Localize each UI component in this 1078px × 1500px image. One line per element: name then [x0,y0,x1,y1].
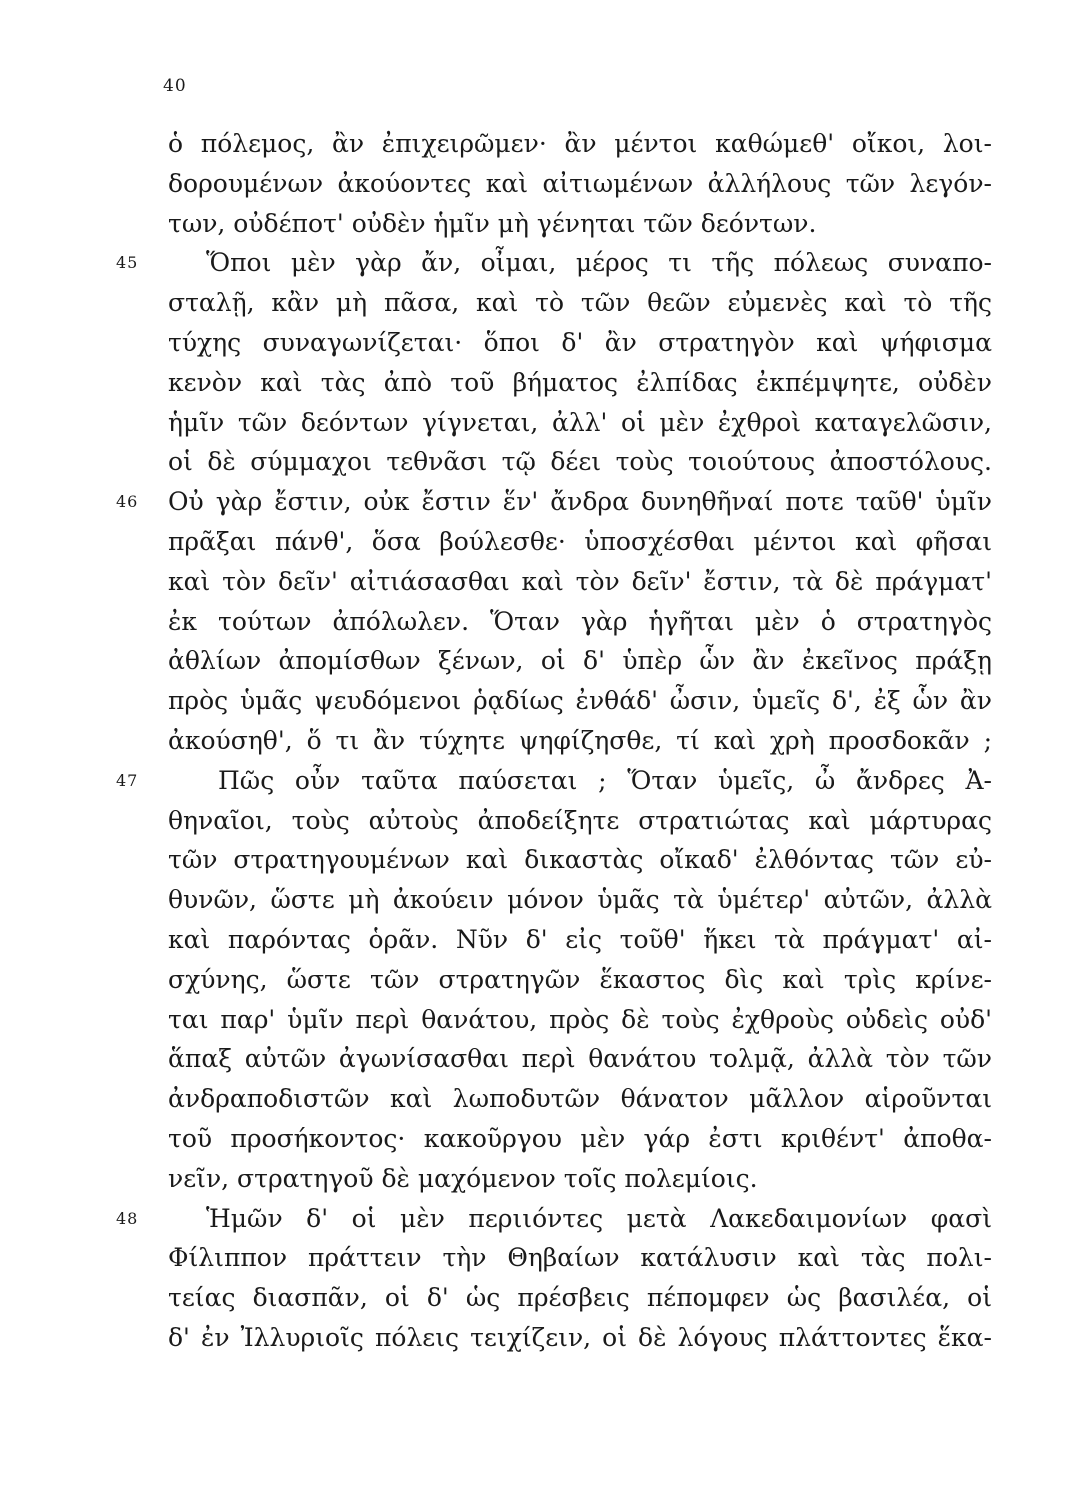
line-text: πρᾶξαι πάνθ', ὅσα βούλεσθε· ὑποσχέσθαι μέντοι καὶ φῆσαι [168,526,992,556]
section-number: 46 [116,492,139,512]
text-line [0,1318,1078,1358]
line-text: ὁ πόλεμος, ἂν ἐπιχειρῶμεν· ἂν μέντοι καθώμεθ' οἴκοι, λοι- [168,129,992,158]
text-line [0,880,1078,920]
text-line [0,761,1078,801]
line-text: των, οὐδέποτ' οὐδὲν ἡμῖν μὴ γένηται τῶν δεόντων. [168,208,817,238]
text-line [0,1159,1078,1199]
text-line [0,164,1078,204]
line-text: θηναῖοι, τοὺς αὐτοὺς ἀποδείξητε στρατιώτας καὶ μάρτυρας [168,805,992,835]
text-line [0,283,1078,323]
line-text: δορουμένων ἀκούοντες καὶ αἰτιωμένων ἀλλήλους τῶν λεγόν- [168,168,992,198]
text-line [0,323,1078,363]
line-text: τῶν στρατηγουμένων καὶ δικαστὰς οἴκαδ' ἐλθόντας τῶν εὐ- [168,845,992,875]
line-text: ἅπαξ αὐτῶν ἀγωνίσασθαι περὶ θανάτου τολμᾷ, ἀλλὰ τὸν τῶν [168,1044,992,1074]
text-line [0,681,1078,721]
line-text: Φίλιππον πράττειν τὴν Θηβαίων κατάλυσιν καὶ τὰς πολι- [168,1243,992,1273]
text-line [0,960,1078,1000]
line-text: κενὸν καὶ τὰς ἀπὸ τοῦ βήματος ἐλπίδας ἐκπέμψητε, οὐδὲν [168,367,992,397]
page-number: 40 [163,76,187,96]
text-line [0,1000,1078,1040]
text-line [0,1119,1078,1159]
line-text: θυνῶν, ὥστε μὴ ἀκούειν μόνον ὑμᾶς τὰ ὑμέτερ' αὐτῶν, ἀλλὰ [168,885,992,915]
section-number: 47 [116,770,139,790]
line-text: τοῦ προσήκοντος· κακοῦργου μὲν γάρ ἐστι κριθέντ' ἀποθα- [168,1123,992,1153]
line-text: Οὐ γὰρ ἔστιν, οὐκ ἔστιν ἕν' ἄνδρα δυνηθῆναί ποτε ταῦθ' ὑμῖν [168,487,992,517]
line-text: ἀκούσηθ', ὅ τι ἂν τύχητε ψηφίζησθε, τί καὶ χρὴ προσδοκᾶν ; [168,725,992,755]
section-number: 48 [116,1208,139,1228]
line-text: ἐκ τούτων ἀπόλωλεν. Ὅταν γὰρ ἡγῆται μὲν ὁ στρατηγὸς [168,606,992,636]
text-line [0,1238,1078,1278]
line-text: τύχης συναγωνίζεται· ὅποι δ' ἂν στρατηγὸν καὶ ψήφισμα [168,327,992,357]
line-text: Ὅποι μὲν γὰρ ἄν, οἶμαι, μέρος τι τῆς πόλεως συναπο- [206,248,992,278]
text-line [0,243,1078,283]
line-text: σχύνης, ὥστε τῶν στρατηγῶν ἕκαστος δὶς καὶ τρὶς κρίνε- [168,964,992,994]
line-text: ἡμῖν τῶν δεόντων γίγνεται, ἀλλ' οἱ μὲν ἐχθροὶ καταγελῶσιν, [168,407,992,437]
text-line [0,1278,1078,1318]
text-line [0,363,1078,403]
line-text: ται παρ' ὑμῖν περὶ θανάτου, πρὸς δὲ τοὺς ἐχθροὺς οὐδεὶς οὐδ' [168,1004,992,1034]
text-line [0,1079,1078,1119]
line-text: σταλῇ, κἂν μὴ πᾶσα, καὶ τὸ τῶν θεῶν εὐμενὲς καὶ τὸ τῆς [168,288,992,318]
line-text: πρὸς ὑμᾶς ψευδόμενοι ῥᾳδίως ἐνθάδ' ὦσιν, ὑμεῖς δ', ἐξ ὧν ἂν [168,686,992,716]
line-text: ἀθλίων ἀπομίσθων ξένων, οἱ δ' ὑπὲρ ὧν ἂν ἐκεῖνος πράξῃ [168,646,992,676]
text-line [0,840,1078,880]
greek-text-body [0,124,1078,1358]
text-line [0,641,1078,681]
text-line [0,1199,1078,1239]
text-line [0,920,1078,960]
text-line [0,801,1078,841]
text-line [0,482,1078,522]
line-text: οἱ δὲ σύμμαχοι τεθνᾶσι τῷ δέει τοὺς τοιούτους ἀποστόλους. [168,447,992,477]
line-text: Ἡμῶν δ' οἱ μὲν περιιόντες μετὰ Λακεδαιμονίων φασὶ [206,1203,992,1233]
line-text: καὶ τὸν δεῖν' αἰτιάσασθαι καὶ τὸν δεῖν' ἔστιν, τὰ δὲ πράγματ' [168,566,992,596]
line-text: καὶ παρόντας ὁρᾶν. Νῦν δ' εἰς τοῦθ' ἥκει τὰ πράγματ' αἰ- [168,924,992,954]
text-line [0,721,1078,761]
line-text: ἀνδραποδιστῶν καὶ λωποδυτῶν θάνατον μᾶλλον αἱροῦνται [168,1084,992,1114]
text-line [0,562,1078,602]
text-line [0,602,1078,642]
text-line [0,1039,1078,1079]
text-line [0,403,1078,443]
line-text: νεῖν, στρατηγοῦ δὲ μαχόμενον τοῖς πολεμίοις. [168,1163,758,1193]
text-line [0,442,1078,482]
text-line [0,124,1078,164]
line-text: τείας διασπᾶν, οἱ δ' ὡς πρέσβεις πέπομφεν ὡς βασιλέα, οἱ [168,1283,992,1313]
text-line [0,522,1078,562]
line-text: δ' ἐν Ἰλλυριοῖς πόλεις τειχίζειν, οἱ δὲ λόγους πλάττοντες ἕκα- [168,1322,992,1352]
line-text: Πῶς οὖν ταῦτα παύσεται ; Ὅταν ὑμεῖς, ὦ ἄνδρες Ἀ- [218,765,992,795]
text-line [0,204,1078,244]
section-number: 45 [116,253,139,273]
